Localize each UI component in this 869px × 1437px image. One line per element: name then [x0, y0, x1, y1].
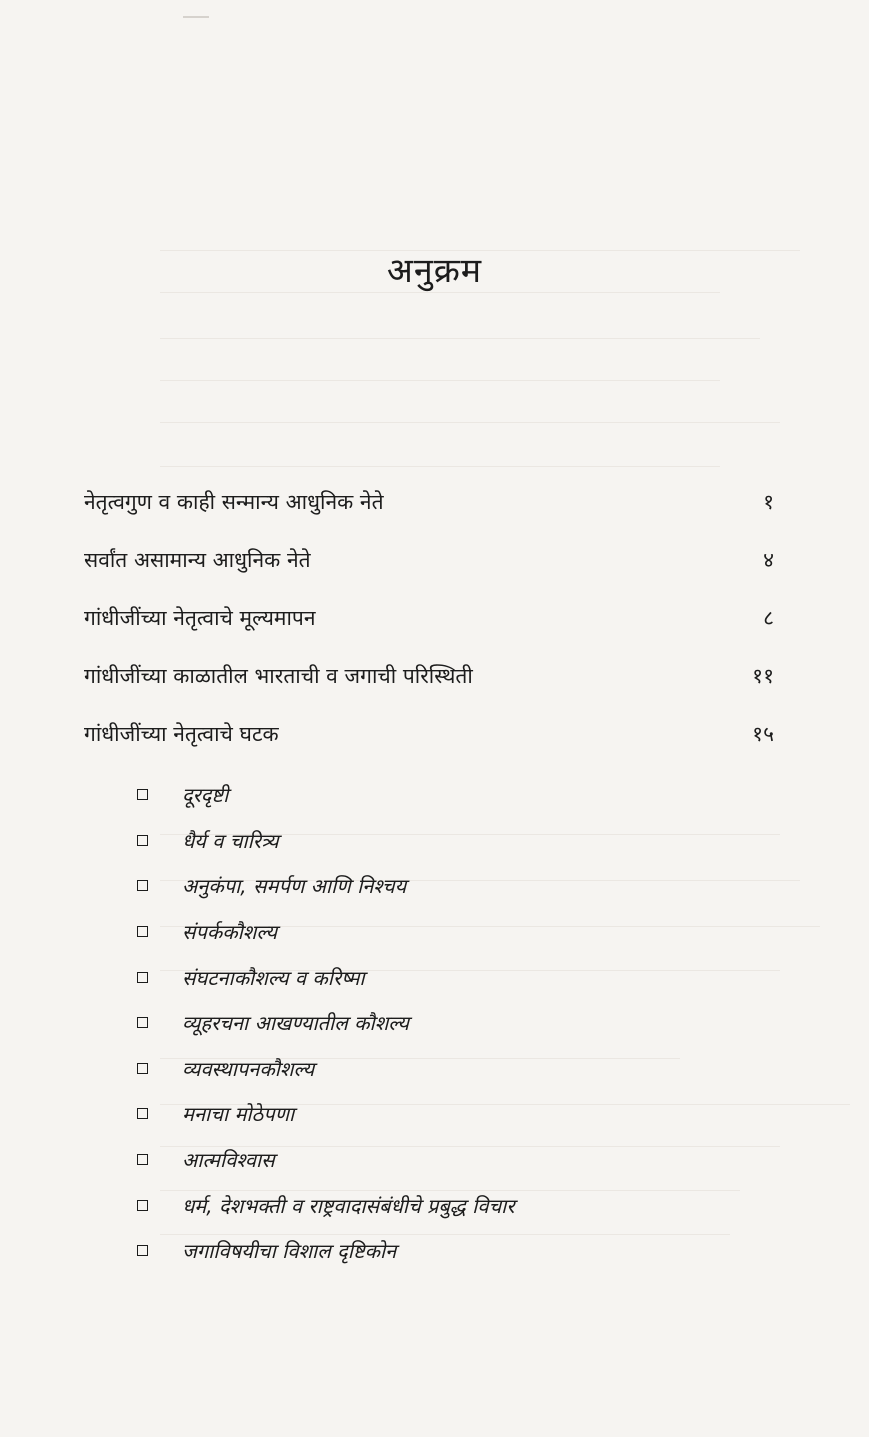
list-item — [137, 863, 515, 909]
toc-entry — [84, 662, 774, 720]
bleed-line — [160, 338, 760, 339]
checkbox-square-icon — [137, 1200, 148, 1211]
toc-entry-title: गांधीजींच्या नेतृत्वाचे मूल्यमापन — [84, 606, 316, 630]
toc-entry-title: गांधीजींच्या काळातील भारताची व जगाची परिस्थिती — [84, 664, 473, 688]
list-item-label: संपर्ककौशल्य — [182, 920, 278, 945]
toc-entry-page: १ — [763, 490, 774, 514]
toc-entry-title: गांधीजींच्या नेतृत्वाचे घटक — [84, 722, 279, 746]
list-item — [137, 1137, 515, 1183]
list-item-label: जगाविषयीचा विशाल दृष्टिकोन — [182, 1239, 397, 1264]
table-of-contents — [84, 488, 774, 778]
checkbox-square-icon — [137, 972, 148, 983]
checkbox-square-icon — [137, 789, 148, 800]
list-item — [137, 1091, 515, 1137]
list-item-label: अनुकंपा, समर्पण आणि निश्चय — [182, 874, 407, 899]
list-item-label: व्यूहरचना आखण्यातील कौशल्य — [182, 1011, 410, 1036]
list-item — [137, 909, 515, 955]
list-item — [137, 772, 515, 818]
checkbox-square-icon — [137, 926, 148, 937]
toc-entry — [84, 604, 774, 662]
list-item-label: दूरदृष्टी — [182, 783, 229, 808]
list-item-label: धर्म, देशभक्ती व राष्ट्रवादासंबंधीचे प्रबुद्ध विचार — [182, 1193, 515, 1218]
bleed-line — [160, 466, 720, 467]
toc-entry — [84, 488, 774, 546]
toc-entry-title: सर्वांत असामान्य आधुनिक नेते — [84, 548, 311, 572]
checkbox-square-icon — [137, 1017, 148, 1028]
checkbox-square-icon — [137, 1245, 148, 1256]
toc-entry-page: ४ — [763, 548, 774, 572]
list-item — [137, 1182, 515, 1228]
list-item — [137, 1046, 515, 1092]
bleed-line — [160, 422, 780, 423]
toc-entry-page: ११ — [752, 664, 774, 688]
list-item-label: संघटनाकौशल्य व करिष्मा — [182, 965, 365, 990]
checkbox-square-icon — [137, 1108, 148, 1119]
toc-entry — [84, 720, 774, 778]
list-item-label: धैर्य व चारित्र्य — [182, 828, 279, 853]
list-item-label: आत्मविश्वास — [182, 1148, 275, 1173]
list-item — [137, 1000, 515, 1046]
list-item-label: मनाचा मोठेपणा — [182, 1102, 295, 1127]
list-item — [137, 1228, 515, 1274]
sub-item-list — [137, 772, 515, 1274]
checkbox-square-icon — [137, 835, 148, 846]
list-item — [137, 818, 515, 864]
list-item — [137, 954, 515, 1000]
toc-entry-title: नेतृत्वगुण व काही सन्मान्य आधुनिक नेते — [84, 490, 384, 514]
page-title: अनुक्रम — [386, 251, 483, 291]
list-item-label: व्यवस्थापनकौशल्य — [182, 1056, 315, 1081]
checkbox-square-icon — [137, 1154, 148, 1165]
bleed-line — [160, 292, 720, 293]
toc-entry — [84, 546, 774, 604]
toc-entry-page: ८ — [763, 606, 774, 630]
bleed-line — [160, 380, 720, 381]
checkbox-square-icon — [137, 880, 148, 891]
page-mark — [183, 16, 209, 18]
toc-entry-page: १५ — [752, 722, 774, 746]
checkbox-square-icon — [137, 1063, 148, 1074]
